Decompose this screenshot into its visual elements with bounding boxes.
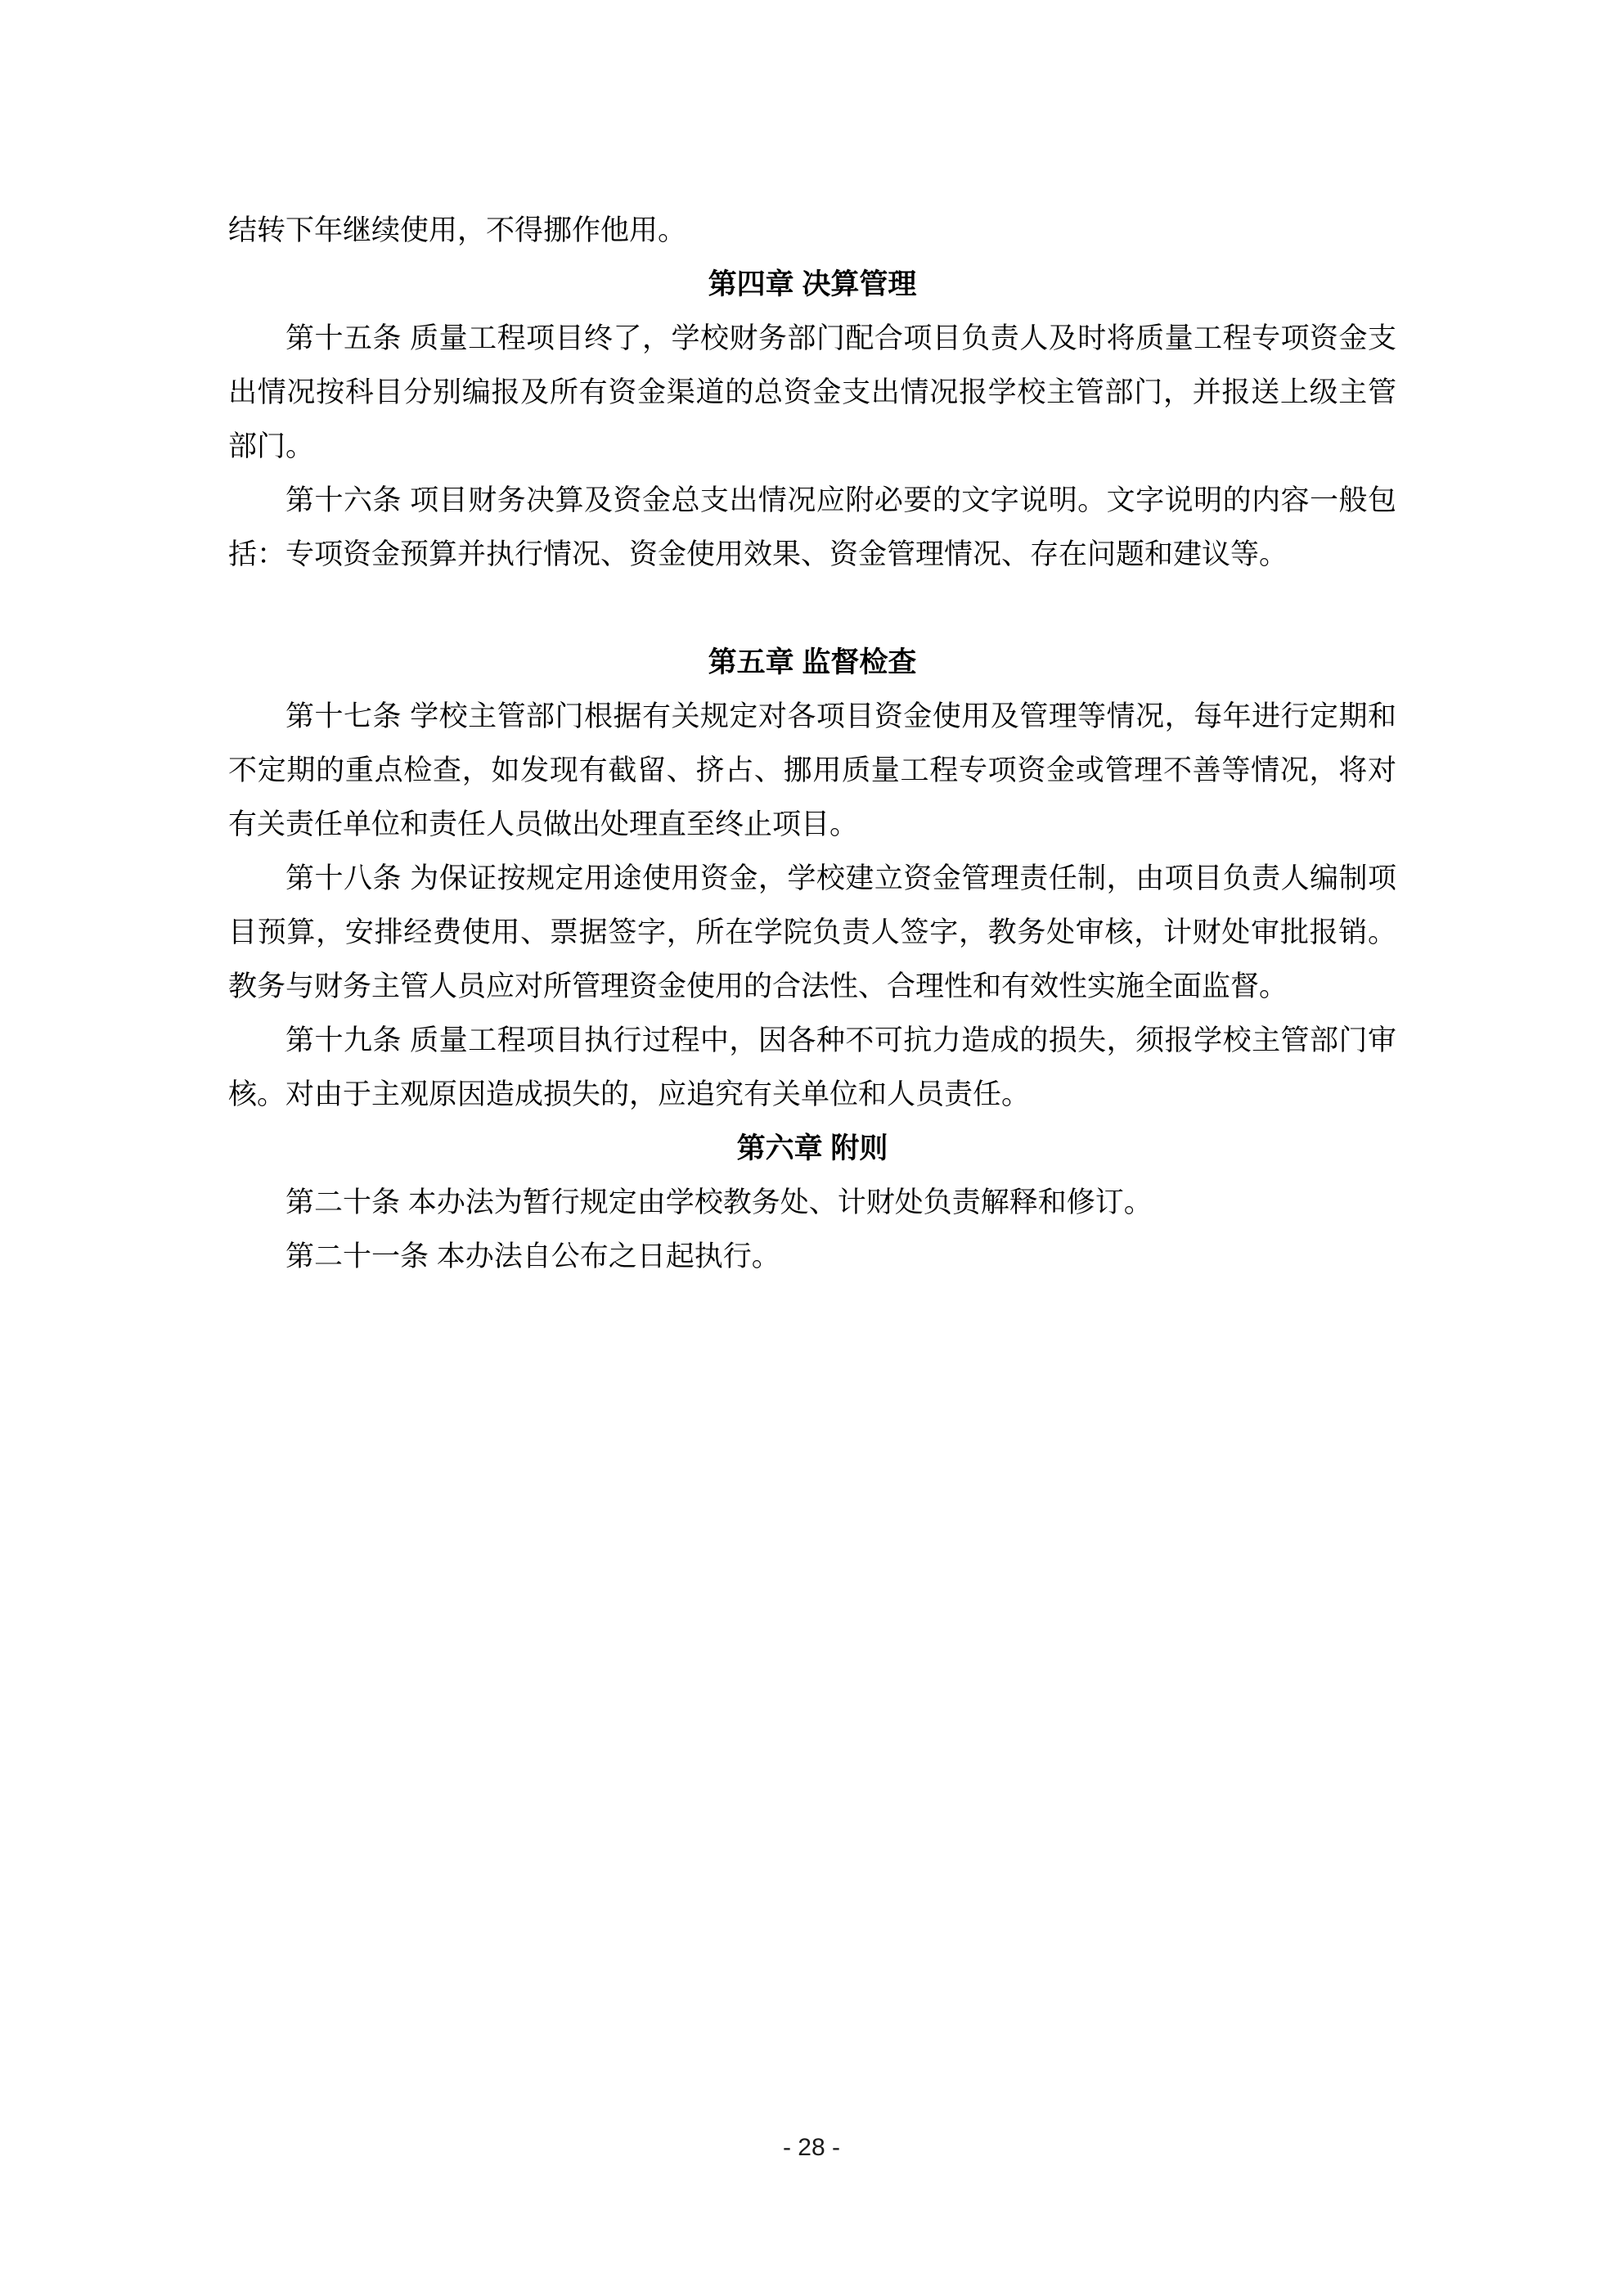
chapter-heading: 第五章 监督检查 [708,646,917,678]
page-number: - 28 - [782,2134,841,2161]
body-paragraph: 第二十一条 本办法自公布之日起执行。 [285,1240,780,1272]
blank-line [228,582,1396,636]
body-paragraph: 第十六条 项目财务决算及资金总支出情况应附必要的文字说明。文字说明的内容一般包括：专项资金预算并执行情况、资金使用效果、资金管理情况、存在问题和建议等。 [228,484,1396,570]
body-paragraph: 第十九条 质量工程项目执行过程中，因各种不可抗力造成的损失，须报学校主管部门审核。对由于主观原因造成损失的，应追究有关单位和人员责任。 [228,1024,1396,1110]
body-paragraph: 第十八条 为保证按规定用途使用资金，学校建立资金管理责任制，由项目负责人编制项目预算，安排经费使用、票据签字，所在学院负责人签字，教务处审核，计财处审批报销。教务与财务主管人员应对所管理资金使用的合法性、合理性和有效性实施全面监督。 [228,862,1396,1002]
body-paragraph: 第十七条 学校主管部门根据有关规定对各项目资金使用及管理等情况，每年进行定期和不定期的重点检查，如发现有截留、挤占、挪用质量工程专项资金或管理不善等情况，将对有关责任单位和责任人员做出处理直至终止项目。 [228,700,1396,840]
chapter-heading: 第六章 附则 [736,1132,888,1164]
body-paragraph: 第十五条 质量工程项目终了，学校财务部门配合项目负责人及时将质量工程专项资金支出情况按科目分别编报及所有资金渠道的总资金支出情况报学校主管部门，并报送上级主管部门。 [228,322,1396,462]
chapter-heading: 第四章 决算管理 [708,268,917,300]
paragraph-continuation: 结转下年继续使用，不得挪作他用。 [228,214,687,246]
document-body [228,204,1396,1284]
body-paragraph: 第二十条 本办法为暂行规定由学校教务处、计财处负责解释和修订。 [285,1186,1153,1218]
